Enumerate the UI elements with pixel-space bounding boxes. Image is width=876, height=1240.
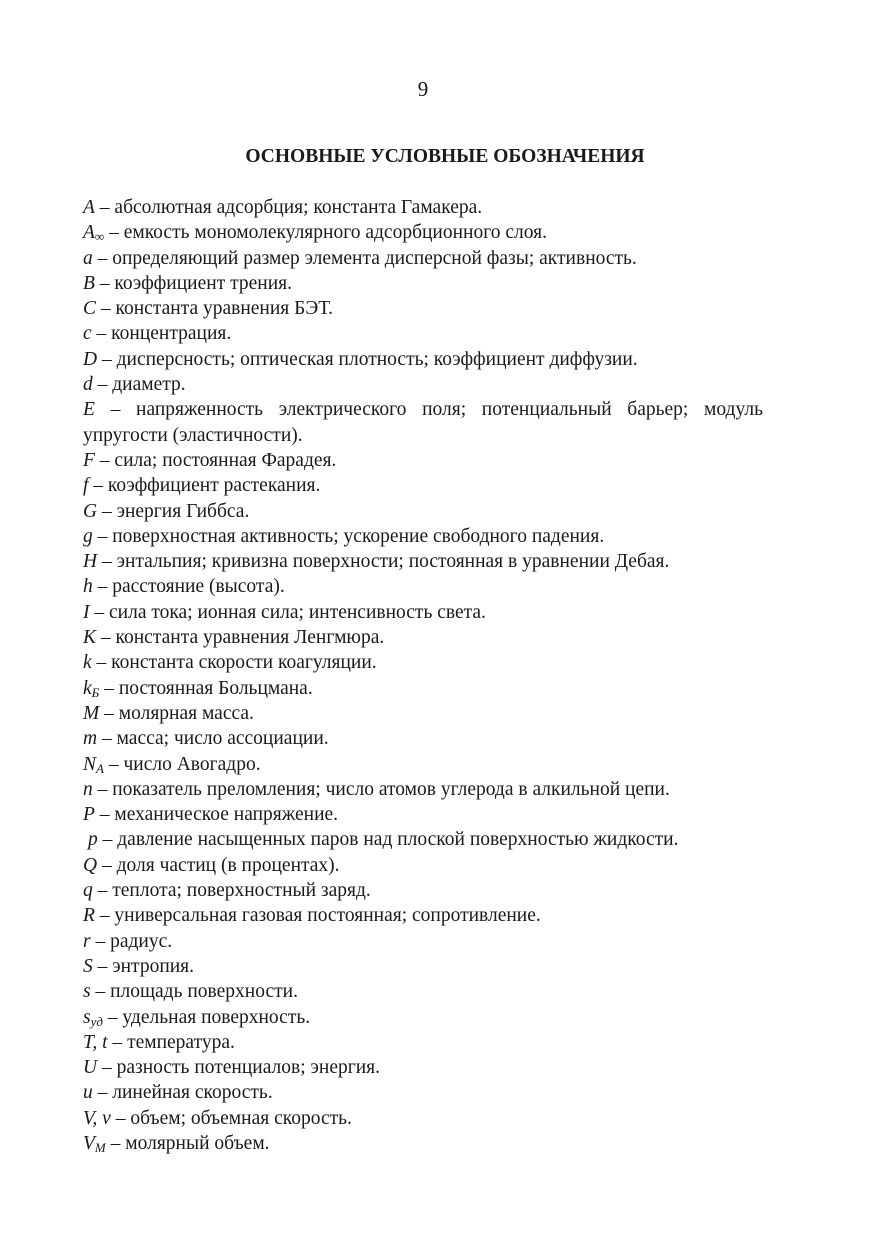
notation-symbol: A (83, 197, 95, 218)
notation-symbol: a (83, 247, 93, 269)
notation-description: – константа уравнения Ленгмюра. (96, 627, 385, 649)
notation-entry (83, 296, 763, 321)
notation-entry (83, 1055, 763, 1080)
notation-entry (83, 600, 763, 625)
notation-symbol: T, t (83, 1031, 108, 1053)
notation-entry (83, 397, 763, 448)
notation-description: – поверхностная активность; ускорение свободного падения. (92, 525, 605, 547)
notation-description: – сила; постоянная Фарадея. (94, 449, 337, 471)
page-title: ОСНОВНЫЕ УСЛОВНЫЕ ОБОЗНАЧЕНИЯ (245, 146, 645, 167)
notation-entry (83, 448, 763, 473)
notation-entry (83, 726, 763, 751)
notation-description: – молярный объем. (105, 1132, 270, 1154)
notation-subscript: A (96, 760, 104, 776)
notation-entry (83, 1005, 763, 1030)
notation-entry (83, 802, 763, 827)
notation-entry (83, 195, 763, 220)
notation-entry (83, 246, 763, 271)
notation-symbol: k (83, 652, 92, 674)
notation-symbol: q (83, 880, 93, 902)
notation-description: – объем; объемная скорость. (110, 1107, 352, 1129)
notation-symbol: N (83, 753, 97, 775)
notation-entry (83, 524, 763, 549)
notation-symbol: h (83, 576, 93, 598)
notation-description: – показатель преломления; число атомов углерода в алкильной цепи. (92, 778, 670, 800)
notation-symbol: k (83, 677, 92, 699)
notation-description: – константа скорости коагуляции. (91, 652, 377, 674)
notation-description: – энтальпия; кривизна поверхности; постоянная в уравнении Дебая. (97, 551, 670, 573)
notation-symbol: H (83, 551, 98, 573)
notation-symbol: K (83, 627, 97, 649)
notation-symbol: f (83, 475, 89, 497)
notation-symbol: U (83, 1057, 98, 1079)
notation-entry (83, 1080, 763, 1105)
notation-description: – диаметр. (92, 374, 186, 396)
notation-symbol: M (83, 702, 100, 724)
notation-description: – емкость мономолекулярного адсорбционного слоя. (104, 222, 547, 244)
notation-entry (83, 954, 763, 979)
notation-description: – механическое напряжение. (94, 804, 339, 826)
notation-symbol: G (83, 500, 98, 522)
notation-entry (83, 929, 763, 954)
notation-subscript: ∞ (94, 229, 105, 245)
page-number: 9 (417, 77, 429, 101)
notation-entry (83, 625, 763, 650)
notation-entry (83, 499, 763, 524)
notation-subscript: Б (91, 684, 100, 700)
notation-description: – энергия Гиббса. (97, 500, 250, 522)
notation-entry (83, 878, 763, 903)
notation-entry (83, 347, 763, 372)
notation-symbol: m (83, 728, 98, 750)
notation-description: – доля частиц (в процентах). (97, 854, 340, 876)
notation-description: – коэффициент растекания. (88, 475, 321, 497)
notation-symbol: c (83, 323, 92, 345)
notation-entry (83, 701, 763, 726)
notation-list (83, 195, 763, 1156)
notation-description: – температура. (107, 1031, 235, 1053)
notation-description: – радиус. (90, 930, 173, 952)
notation-symbol: s (83, 981, 91, 1003)
notation-entry (83, 271, 763, 296)
notation-symbol: P (83, 804, 95, 826)
notation-entry (83, 1131, 763, 1156)
notation-symbol: C (83, 298, 97, 320)
notation-description: – разность потенциалов; энергия. (97, 1057, 381, 1079)
notation-symbol: d (83, 374, 93, 396)
notation-description: – определяющий размер элемента дисперсной фазы; активность. (92, 247, 637, 269)
notation-description: – постоянная Больцмана. (99, 677, 313, 699)
notation-entry (83, 372, 763, 397)
notation-symbol: Q (83, 854, 98, 876)
notation-entry (83, 752, 763, 777)
notation-entry (83, 979, 763, 1004)
notation-entry (83, 650, 763, 675)
notation-entry (83, 220, 763, 245)
notation-symbol: r (83, 930, 91, 952)
notation-description: – абсолютная адсорбция; константа Гамакера. (94, 197, 483, 218)
notation-symbol: E (83, 399, 95, 421)
notation-description: – молярная масса. (99, 702, 254, 724)
notation-symbol: u (83, 1082, 93, 1104)
notation-subscript: уд (90, 1013, 103, 1029)
notation-symbol: F (83, 449, 95, 471)
notation-subscript: M (94, 1139, 106, 1155)
notation-entry (83, 549, 763, 574)
notation-description: – теплота; поверхностный заряд. (92, 880, 371, 902)
notation-entry (83, 1030, 763, 1055)
notation-entry (83, 853, 763, 878)
notation-description: – константа уравнения БЭТ. (96, 298, 334, 320)
notation-symbol: B (83, 272, 95, 294)
notation-description: – площадь поверхности. (90, 981, 298, 1003)
notation-symbol: s (83, 1006, 91, 1028)
notation-description: – коэффициент трения. (94, 272, 292, 294)
notation-entry (83, 473, 763, 498)
notation-symbol: D (83, 348, 98, 370)
notation-entry (83, 321, 763, 346)
notation-symbol: S (83, 955, 93, 977)
notation-description: – напряженность электрического поля; потенциальный барьер; модуль упругости (эластичности). (83, 399, 763, 446)
notation-symbol: p (88, 829, 98, 851)
notation-description: – масса; число ассоциации. (97, 728, 329, 750)
notation-entry (83, 777, 763, 802)
notation-description: – удельная поверхность. (102, 1006, 311, 1028)
notation-symbol: R (83, 905, 95, 927)
notation-description: – линейная скорость. (92, 1082, 273, 1104)
notation-entry (83, 574, 763, 599)
notation-entry (83, 676, 763, 701)
notation-description: – энтропия. (92, 955, 195, 977)
notation-symbol: I (83, 601, 90, 623)
notation-description: – дисперсность; оптическая плотность; коэффициент диффузии. (97, 348, 638, 370)
notation-description: – концентрация. (91, 323, 232, 345)
notation-entry (83, 827, 763, 852)
notation-symbol: V, v (83, 1107, 111, 1129)
notation-symbol: V (83, 1132, 95, 1154)
notation-symbol: g (83, 525, 93, 547)
notation-symbol: n (83, 778, 93, 800)
notation-description: – расстояние (высота). (92, 576, 285, 598)
notation-description: – давление насыщенных паров над плоской поверхностью жидкости. (97, 829, 679, 851)
notation-description: – сила тока; ионная сила; интенсивность света. (89, 601, 486, 623)
notation-entry (83, 1106, 763, 1131)
notation-description: – число Авогадро. (103, 753, 261, 775)
notation-description: – универсальная газовая постоянная; сопротивление. (94, 905, 541, 927)
notation-entry (83, 903, 763, 928)
notation-symbol: A (83, 222, 95, 244)
